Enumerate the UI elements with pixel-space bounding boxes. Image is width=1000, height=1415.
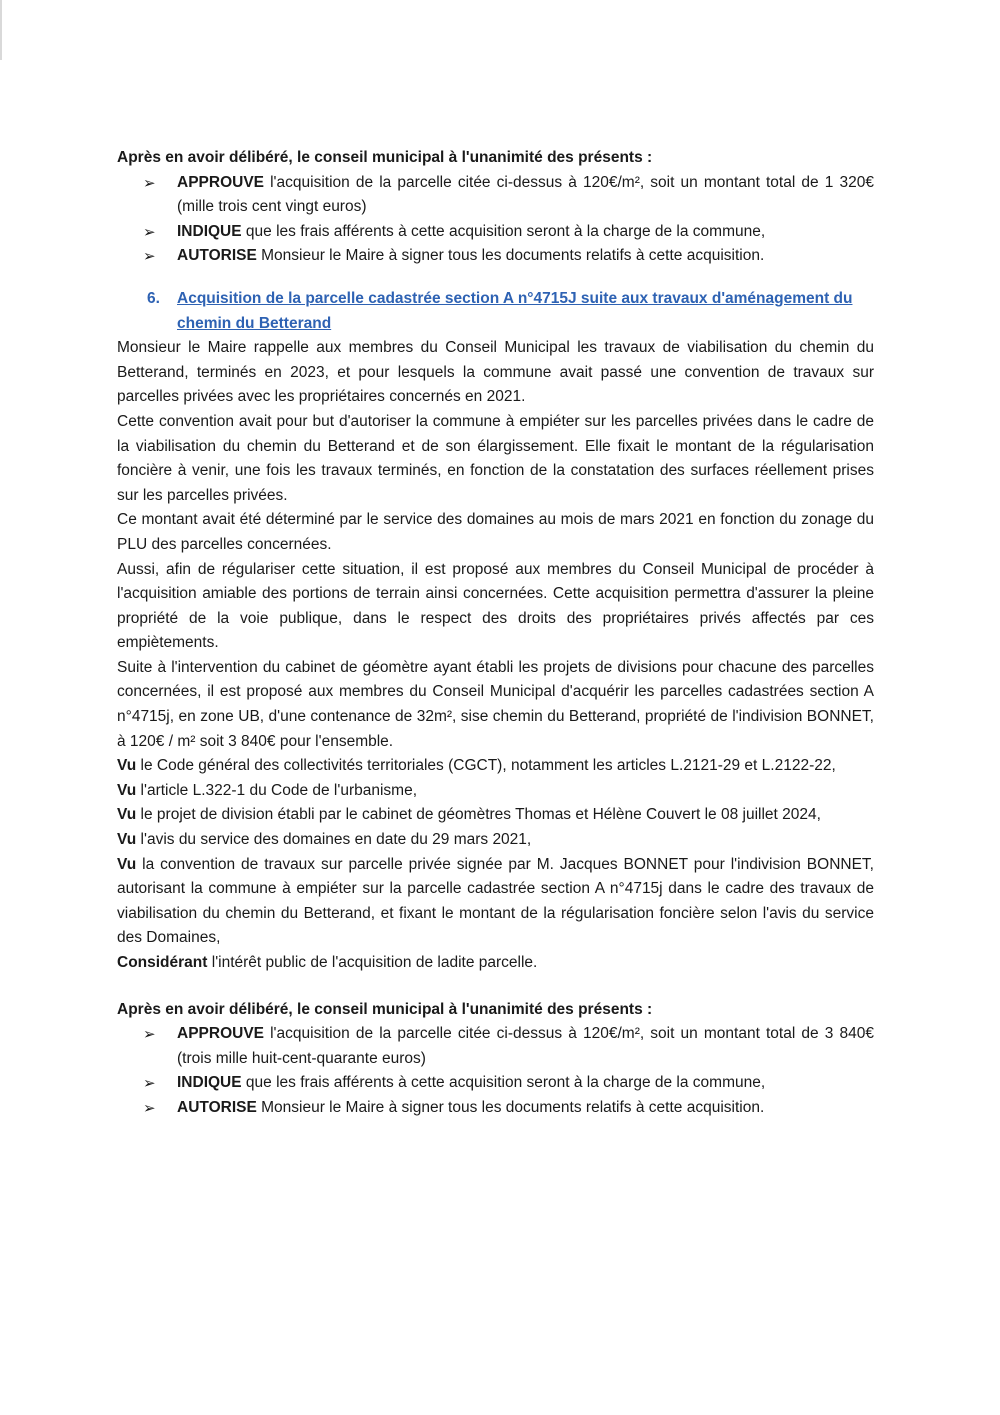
decision-list-2 bbox=[117, 1022, 874, 1120]
arrow-bullet-icon: ➢ bbox=[143, 1098, 156, 1117]
arrow-bullet-icon: ➢ bbox=[143, 222, 156, 241]
visa-text: le projet de division établi par le cabinet de géomètres Thomas et Hélène Couvert le 08 juillet 2024, bbox=[136, 806, 821, 824]
visa-line bbox=[117, 853, 874, 951]
decision-keyword: APPROUVE bbox=[177, 1025, 264, 1043]
paragraph: Ce montant avait été déterminé par le service des domaines au mois de mars 2021 en fonction du zonage du PLU des parcelles concernées. bbox=[117, 511, 874, 553]
document-page bbox=[117, 146, 874, 1121]
considerant-line bbox=[117, 951, 874, 976]
decision-keyword: INDIQUE bbox=[177, 1074, 242, 1092]
decision-keyword: AUTORISE bbox=[177, 1098, 257, 1116]
visa-keyword: Vu bbox=[117, 831, 137, 849]
paragraph: Suite à l'intervention du cabinet de géomètre ayant établi les projets de divisions pour chacune des parcelles concernées, il est proposé aux membres du Conseil Municipal d'acquérir les parcelles cadastrées section A n°4715j, en zone UB, d'une contenance de 32m², sise chemin du Betterand, propriété de l'indivision BONNET, à 120€ / m² soit 3 840€ pour l'ensemble. bbox=[117, 658, 874, 750]
visa-text: l'article L.322-1 du Code de l'urbanisme, bbox=[136, 781, 418, 799]
visa-keyword: Vu bbox=[117, 855, 137, 873]
section-title-text: Acquisition de la parcelle cadastrée section A n°4715J suite aux travaux d'aménagement du chemin du Betterand bbox=[177, 289, 853, 332]
decision-text: l'acquisition de la parcelle citée ci-dessus à 120€/m², soit un montant total de 3 840€ (trois mille huit-cent-quarante euros) bbox=[177, 1025, 874, 1067]
decision-text: Monsieur le Maire à signer tous les documents relatifs à cette acquisition. bbox=[256, 1098, 765, 1116]
decision-item-indique bbox=[143, 220, 874, 245]
arrow-bullet-icon: ➢ bbox=[143, 173, 156, 192]
decision-text: que les frais afférents à cette acquisition seront à la charge de la commune, bbox=[241, 222, 766, 240]
section-number: 6. bbox=[147, 289, 160, 307]
decision-text: Monsieur le Maire à signer tous les documents relatifs à cette acquisition. bbox=[256, 247, 765, 265]
visa-keyword: Vu bbox=[117, 781, 137, 799]
decision-item-indique bbox=[143, 1071, 874, 1096]
visa-text: le Code général des collectivités territoriales (CGCT), notamment les articles L.2121-29 et L.2122-22, bbox=[136, 757, 836, 775]
visa-line bbox=[117, 754, 874, 779]
visa-line bbox=[117, 828, 874, 853]
visa-keyword: Vu bbox=[117, 757, 137, 775]
decision-item-approuve bbox=[143, 1022, 874, 1071]
visa-keyword: Vu bbox=[117, 806, 137, 824]
decision-keyword: INDIQUE bbox=[177, 222, 242, 240]
decision-item-autorise bbox=[143, 244, 874, 269]
decision-text: l'acquisition de la parcelle citée ci-dessus à 120€/m², soit un montant total de 1 320€ (mille trois cent vingt euros) bbox=[177, 173, 874, 216]
visa-line bbox=[117, 803, 874, 828]
arrow-bullet-icon: ➢ bbox=[143, 1025, 156, 1044]
visa-text: l'avis du service des domaines en date du 29 mars 2021, bbox=[136, 831, 532, 849]
deliberation-heading-2: Après en avoir délibéré, le conseil municipal à l'unanimité des présents : bbox=[117, 1000, 653, 1018]
considerant-text: l'intérêt public de l'acquisition de ladite parcelle. bbox=[207, 954, 538, 971]
deliberation-heading-1: Après en avoir délibéré, le conseil municipal à l'unanimité des présents : bbox=[117, 149, 653, 166]
spacer bbox=[117, 976, 874, 998]
decision-item-approuve bbox=[143, 171, 874, 220]
arrow-bullet-icon: ➢ bbox=[143, 247, 156, 266]
decision-list-1 bbox=[117, 171, 874, 269]
paragraph: Monsieur le Maire rappelle aux membres du Conseil Municipal les travaux de viabilisation du chemin du Betterand, terminés en 2023, et pour lesquels la commune avait passé une convention de travaux sur parcelles privées avec les propriétaires concernés en 2021. bbox=[117, 339, 874, 406]
section-6-title bbox=[117, 287, 874, 336]
considerant-keyword: Considérant bbox=[117, 954, 208, 971]
decision-keyword: AUTORISE bbox=[177, 247, 257, 265]
decision-item-autorise bbox=[143, 1096, 874, 1121]
decision-text: que les frais afférents à cette acquisition seront à la charge de la commune, bbox=[241, 1074, 766, 1092]
arrow-bullet-icon: ➢ bbox=[143, 1074, 156, 1093]
paragraph: Cette convention avait pour but d'autoriser la commune à empiéter sur les parcelles privées dans le cadre de la viabilisation du chemin du Betterand et de son élargissement. Elle fixait le montant de la régularisation foncière à venir, une fois les travaux terminés, en fonction de la constatation des surfaces réellement prises sur les parcelles privées. bbox=[117, 412, 874, 504]
decision-keyword: APPROUVE bbox=[177, 173, 264, 191]
paragraph: Aussi, afin de régulariser cette situation, il est proposé aux membres du Conseil Municipal de procéder à l'acquisition amiable des portions de terrain ainsi concernées. Cette acquisition permettra d'assurer la pleine propriété de la voie publique, dans le respect des droits des propriétaires privés affectés par ces empiètements. bbox=[117, 560, 874, 652]
scan-edge-mark bbox=[0, 0, 2, 60]
visa-text: la convention de travaux sur parcelle privée signée par M. Jacques BONNET pour l'indivision BONNET, autorisant la commune à empiéter sur la parcelle cadastrée section A n°4715j dans le cadre des travaux de viabilisation du chemin du Betterand, et fixant le montant de la régularisation foncière selon l'avis du service des Domaines, bbox=[117, 855, 874, 947]
visa-line bbox=[117, 779, 874, 804]
